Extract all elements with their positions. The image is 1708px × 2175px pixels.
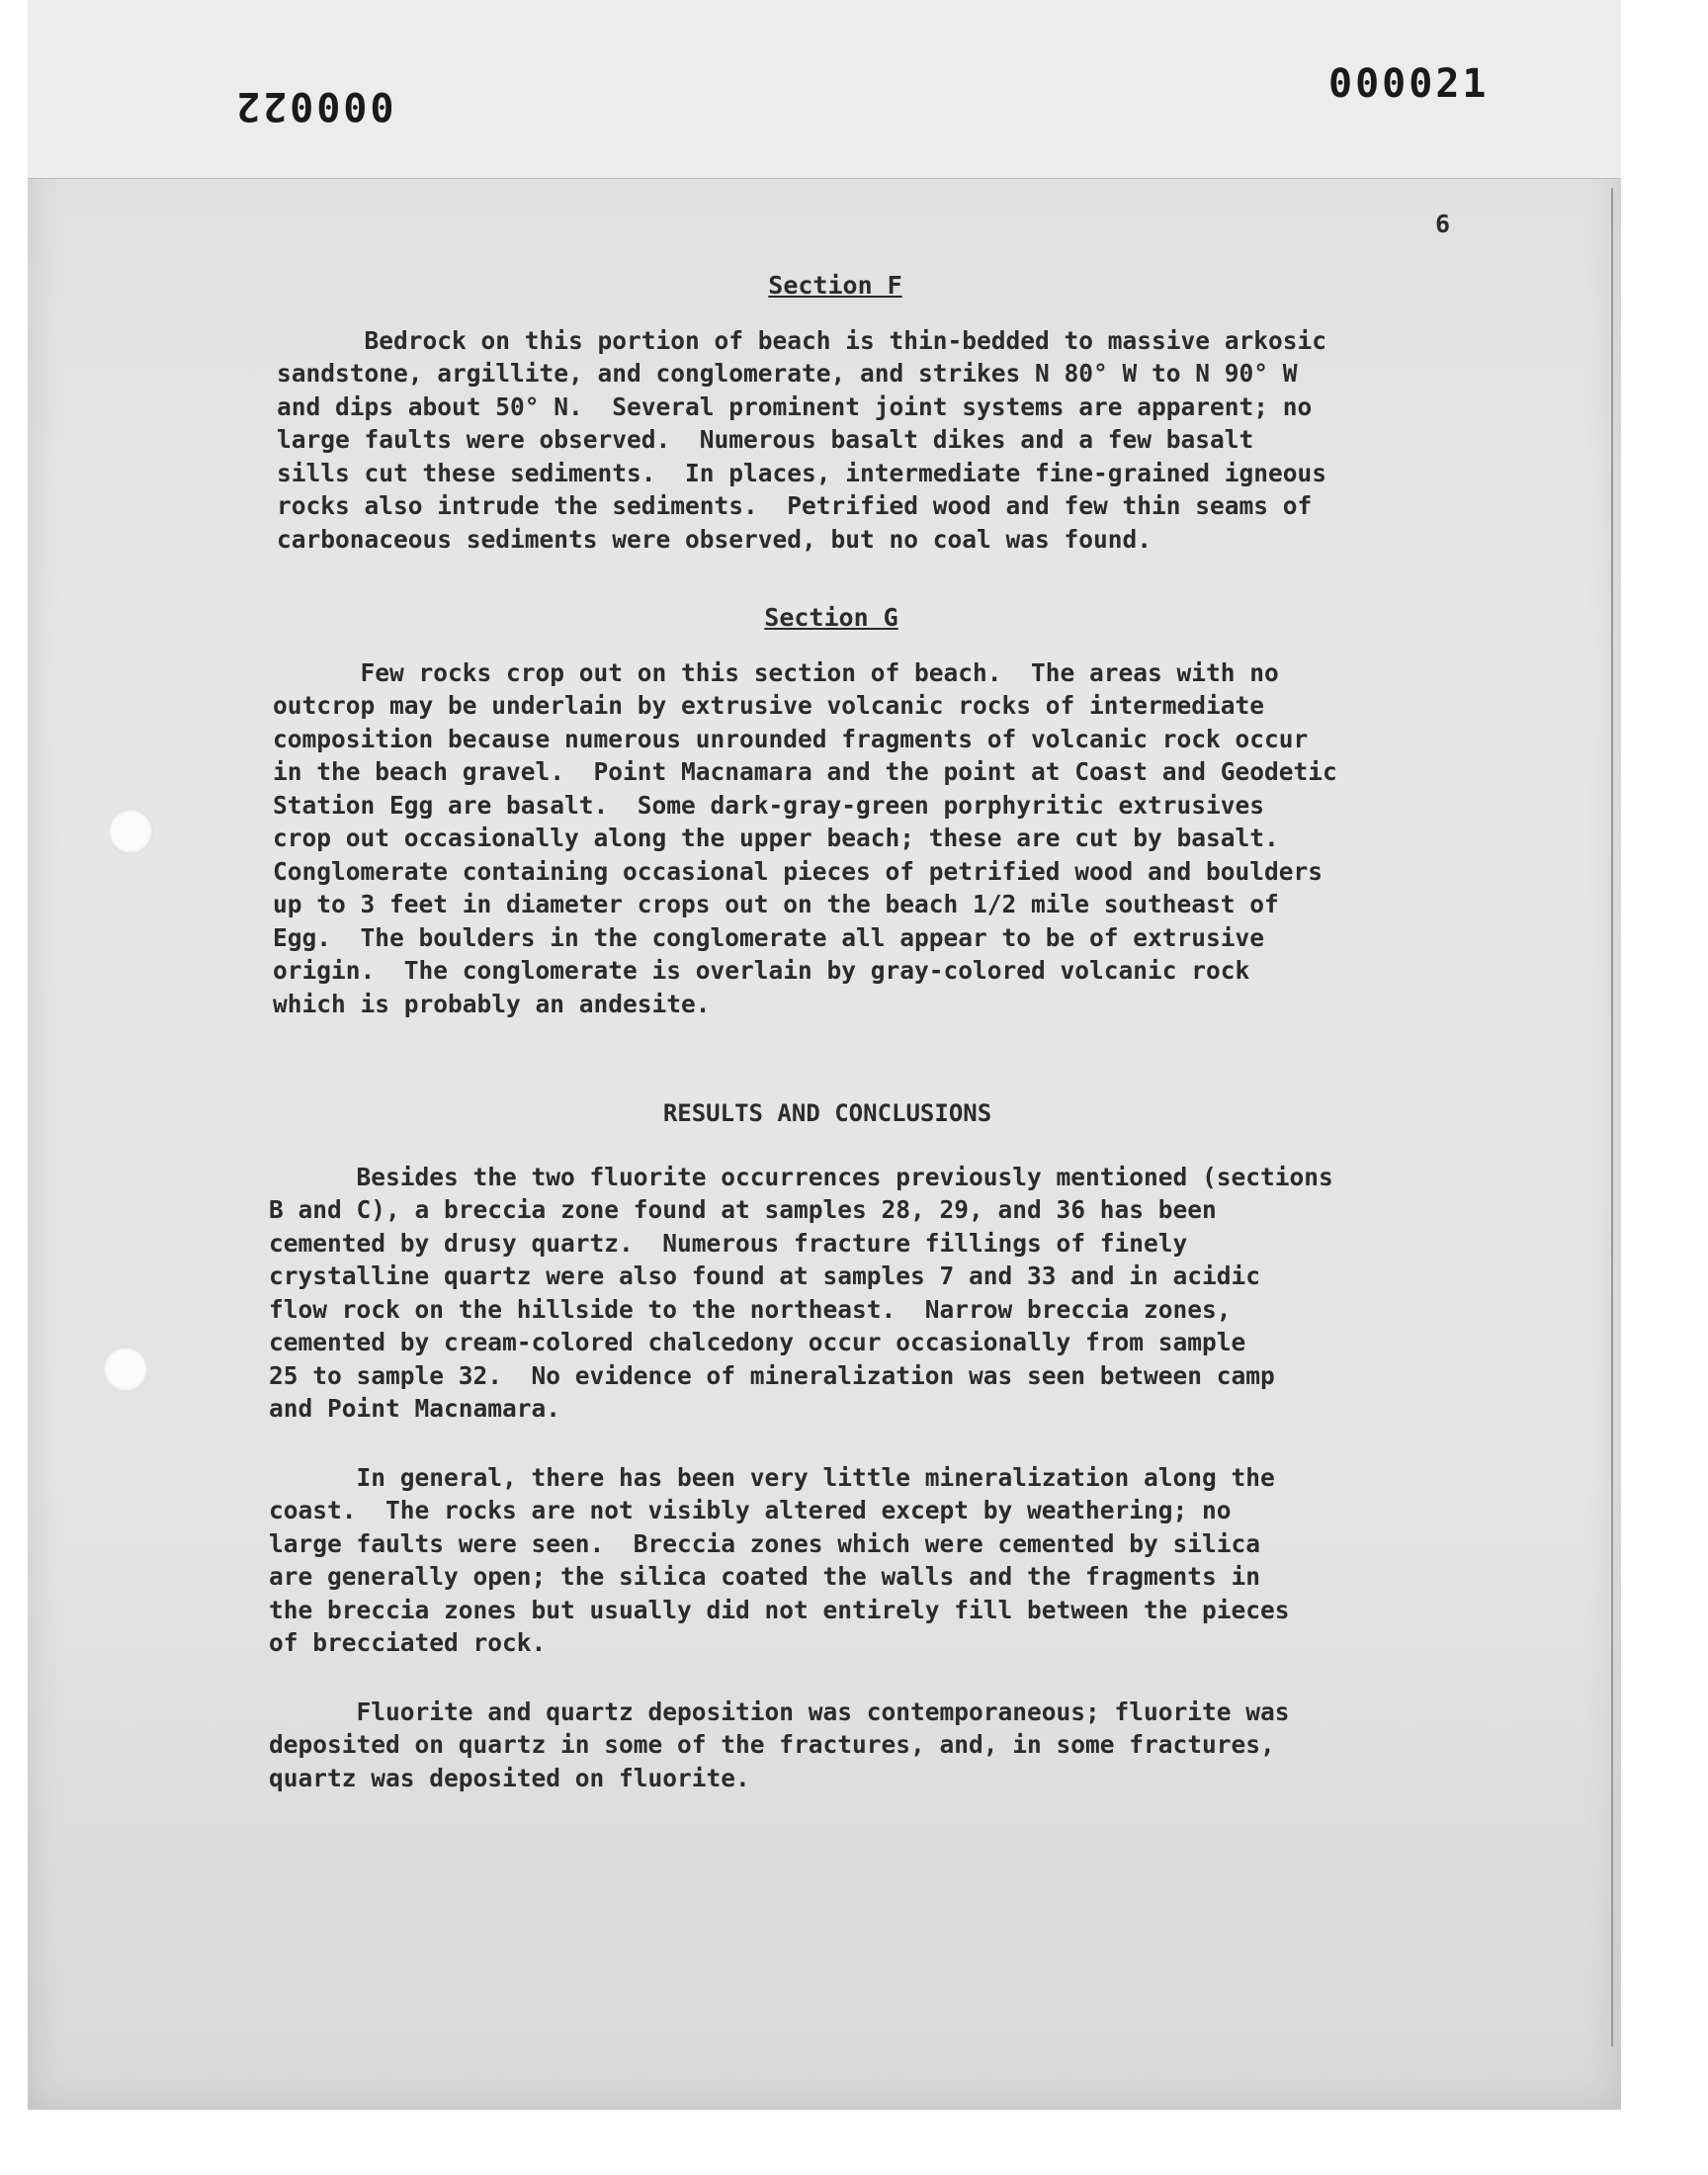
page-right-edge (1611, 188, 1613, 2046)
text-line: flow rock on the hillside to the northeast. Narrow breccia zones, (269, 1294, 1232, 1324)
section-g-heading: Section G (764, 603, 898, 632)
results-and-conclusions (269, 1097, 1386, 1794)
text-line: cemented by drusy quartz. Numerous fracture fillings of finely (269, 1228, 1188, 1258)
text-line: Besides the two fluorite occurrences previously mentioned (sections (269, 1162, 1333, 1191)
results-paragraph-3 (269, 1696, 1386, 1795)
text-line: origin. The conglomerate is overlain by gray-colored volcanic rock (273, 956, 1250, 985)
text-line: Egg. The boulders in the conglomerate all appear to be of extrusive (273, 922, 1265, 952)
text-line: up to 3 feet in diameter crops out on the beach 1/2 mile southeast of (273, 890, 1279, 918)
section-f (277, 269, 1394, 556)
text-line: 25 to sample 32. No evidence of mineralization was seen between camp (269, 1360, 1275, 1390)
section-f-heading: Section F (768, 271, 902, 300)
text-line: quartz was deposited on fluorite. (269, 1763, 750, 1792)
text-line: large faults were seen. Breccia zones which were cemented by silica (269, 1528, 1261, 1558)
text-line: sills cut these sediments. In places, intermediate fine-grained igneous (277, 458, 1327, 487)
text-line: large faults were observed. Numerous basalt dikes and a few basalt (277, 425, 1254, 454)
text-line: In general, there has been very little mineralization along the (269, 1462, 1275, 1492)
text-line: Few rocks crop out on this section of beach. The areas with no (273, 657, 1279, 687)
text-line: Conglomerate containing occasional pieces of petrified wood and boulders (273, 856, 1324, 886)
text-line: rocks also intrude the sediments. Petrified wood and few thin seams of (277, 491, 1313, 520)
punch-hole (103, 1347, 148, 1392)
text-line: which is probably an andesite. (273, 989, 711, 1018)
results-heading: RESULTS AND CONCLUSIONS (662, 1099, 992, 1127)
text-line: outcrop may be underlain by extrusive volcanic rocks of intermediate (273, 691, 1265, 720)
punch-hole (108, 809, 153, 854)
document-number-stamp-inverted: 000022 (233, 83, 394, 129)
text-line: cemented by cream-colored chalcedony occur occasionally from sample (269, 1328, 1246, 1356)
text-line: B and C), a breccia zone found at samples 28, 29, and 36 has been (269, 1195, 1217, 1224)
section-f-paragraph (277, 324, 1394, 557)
results-paragraph-2 (269, 1461, 1386, 1660)
text-line: deposited on quartz in some of the fractures, and, in some fractures, (269, 1730, 1275, 1759)
text-line: and dips about 50° N. Several prominent joint systems are apparent; no (277, 392, 1313, 421)
page-number: 6 (1435, 210, 1451, 238)
text-line: carbonaceous sediments were observed, but no coal was found. (277, 524, 1153, 554)
text-line: Bedrock on this portion of beach is thin-bedded to massive arkosic (277, 325, 1327, 355)
text-line: in the beach gravel. Point Macnamara and the point at Coast and Geodetic (273, 757, 1337, 786)
text-line: coast. The rocks are not visibly altered except by weathering; no (269, 1496, 1232, 1524)
document-number-stamp: 000021 (1328, 61, 1490, 107)
section-g-paragraph (273, 656, 1390, 1021)
text-line: composition because numerous unrounded fragments of volcanic rock occur (273, 724, 1309, 753)
text-line: Station Egg are basalt. Some dark-gray-green porphyritic extrusives (273, 790, 1265, 820)
text-line: the breccia zones but usually did not entirely fill between the pieces (269, 1595, 1290, 1624)
text-line: sandstone, argillite, and conglomerate, and strikes N 80° W to N 90° W (277, 359, 1298, 388)
text-line: are generally open; the silica coated the walls and the fragments in (269, 1562, 1261, 1591)
text-line: crop out occasionally along the upper beach; these are cut by basalt. (273, 824, 1279, 852)
text-line: Fluorite and quartz deposition was contemporaneous; fluorite was (269, 1696, 1290, 1726)
text-line: and Point Macnamara. (269, 1394, 561, 1423)
text-line: crystalline quartz were also found at samples 7 and 33 and in acidic (269, 1262, 1261, 1290)
section-g (273, 601, 1390, 1020)
text-line: of brecciated rock. (269, 1628, 547, 1657)
results-paragraph-1 (269, 1161, 1386, 1426)
